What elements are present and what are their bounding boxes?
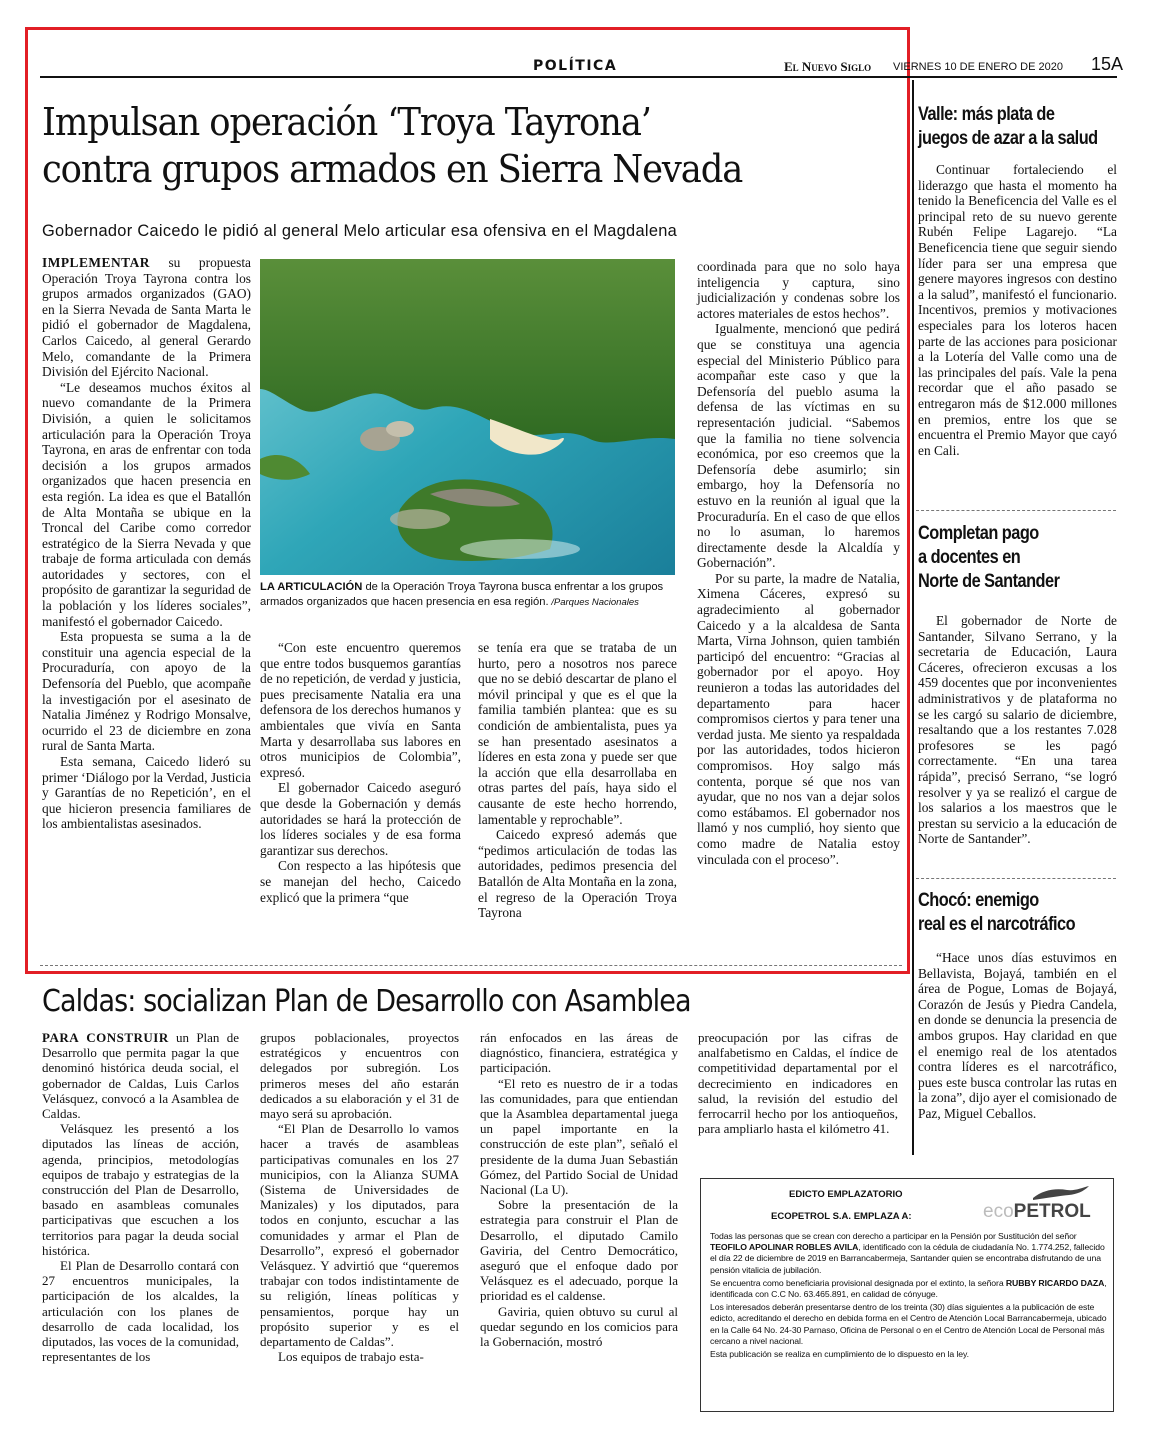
paragraph: un Plan de Desarrollo que permita pagar la que denominó histórica deuda social, el gobernador de Caldas, Luis Carlos Velásquez, convocó a la Asamblea de Caldas. (42, 1030, 239, 1122)
photo-credit: /Parques Nacionales (548, 596, 639, 608)
main-headline (42, 99, 846, 193)
main-col-3 (478, 640, 677, 921)
paragraph: Por su parte, la madre de Natalia, Ximena Cáceres, expresó su agradecimiento al gobernador Caicedo y a la alcaldesa de Santa Marta, Virna Johnson, quien también participó del encuentro: “Gracias al gobernador por el apoyo. Hoy reunieron a todas las autoridades del departamento para hacer compromisos ciertos y para tener una verdad justa. Me siento ya respaldada por las autoridades, todos hicieron compromisos. Hoy salgo más contenta, porque sé que nos van ayudar, que no nos van a dejar solos como estábamos. El gobernador nos llamó y nos cumplió, hoy siento que como madre de Natalia estoy vinculada con el proceso”. (697, 570, 900, 867)
headline-line: juegos de azar a la salud (918, 128, 1098, 149)
main-col-4 (697, 259, 900, 867)
paragraph: El gobernador de Norte de Santander, Silvano Serrano, y la secretaria de Educación, Laura Cáceres, ofrecieron excusas a los 459 docentes que por inconvenientes administrativos y de plataforma no se les cargó su salario de diciembre, resaltando que a los restantes 7.028 profesores se les pagó correctamente. “En una tarea rápida”, precisó Serrano, “se logró resolver y ya se realizó el cargue de los salarios a los maestros que le prestan su servicio a la educación de Norte de Santander”. (918, 613, 1117, 847)
edicto-ad (700, 1178, 1114, 1412)
caldas-col-3 (480, 1030, 678, 1349)
sidebar-body-3 (918, 950, 1117, 1122)
paper-name: El Nuevo Siglo (784, 59, 872, 74)
paragraph: rán enfocados en las áreas de diagnóstico, financiera, estratégica y participación. (480, 1030, 678, 1076)
paragraph: Esta semana, Caicedo lideró su primer ‘Diálogo por la Verdad, Justicia y Garantías de no Repetición’, en el que hicieron presencia familiares de los ambientalistas asesinados. (42, 754, 251, 832)
headline-line: a docentes en (918, 547, 1021, 568)
ad-text: , identificado con la cédula de ciudadanía No. 1.774.252, fallecido el día 22 de diciembre de 2019 en Barrancabermeja, Santander quien se encontraba disfrutando de una pensión vitalicia de jubilación. (710, 1242, 1105, 1275)
ad-text: Se encuentra como beneficiaria provisional designada por el extinto, la señora (710, 1277, 1006, 1288)
paragraph: “El reto es nuestro de ir a todas las comunidades, para que entiendan que la Asamblea departamental juega un papel importante en la construcción de este plan”, señaló el presidente de la duma Juan Sebastián Gómez, del Partido Social de Unidad Nacional (La U). (480, 1075, 678, 1198)
paragraph: Caicedo expresó además que “pedimos articulación de todas las autoridades, pedimos presencia del Batallón de Alta Montaña en la zona, el regreso de la Operación Troya Tayrona (478, 827, 677, 921)
paragraph: “El Plan de Desarrollo lo vamos hacer a través de asambleas participativas comunales en los 27 municipios, con la Alianza SUMA (Sistema de Universidades de Manizales) y los diputados, para todos en conjunto, escuchar a las comunidades y armar el Plan de Desarrollo”, expresó el gobernador Velásquez. Y advirtió que “queremos trabajar con todos indistintamente de su religión, líneas políticas y pensamientos, porque hay un propósito superior y es el departamento de Caldas”. (260, 1121, 459, 1350)
paragraph: El gobernador Caicedo aseguró que desde la Gobernación y demás autoridades se hará la protección de los líderes sociales y de esa forma garantizar sus derechos. (260, 780, 461, 858)
ad-paragraph: Los interesados deberán presentarse dentro de los treinta (30) días siguientes a la publicación de este edicto, acreditando el derecho en debida forma en el Centro de Atención Local Barrancabermeja, ubicado en la Calle 64 No. 24-30 Parnaso, Oficina de Personal o en el Centro de Atención Local de Personal más cercano a nivel nacional. (710, 1302, 1107, 1346)
paragraph: Continuar fortaleciendo el liderazgo que hasta el momento ha tenido la Beneficencia del Valle es el principal reto de su nuevo gerente Rubén Felipe Lagarejo. “La Beneficencia tiene que seguir siendo líder para ser una empresa que genere mayores ingresos con destino a la salud”, manifestó el funcionario. Incentivos, premios y motivaciones especiales para los loteros hacen parte de las acciones para posicionar a la Lotería del Valle como una de las principales del país. Vale la pena recordar que el año pasado se entregaron más de $12.000 millones en premios, entre los que se encuentra el Premio Mayor que cayó en Cali. (918, 162, 1117, 458)
caption-lead: LA ARTICULACIÓN (260, 581, 363, 593)
sidebar-rule (912, 80, 914, 1155)
ad-text: , identificada con C.C No. 63.465.891, en calidad de cónyuge. (710, 1277, 1107, 1300)
logo-text-light: eco (983, 1201, 1014, 1222)
ad-paragraph: Esta publicación se realiza en cumplimiento de lo dispuesto en la ley. (710, 1349, 969, 1360)
paragraph: “Hace unos días estuvimos en Bellavista, Bojayá, también en el área de Pogue, Lomas de Bojayá, Corazón de Jesús y Piedra Candela, en donde se denuncia la presencia de ambos grupos. Hay claridad en que el enemigo real de los atentados contra líderes es el narcotráfico, pues este busca controlar las rutas en la zona”, dijo ayer el comisionado de Paz, Miguel Ceballos. (918, 950, 1117, 1121)
paragraph: Los equipos de trabajo esta- (278, 1349, 424, 1365)
iguana-logo-icon (1031, 1184, 1091, 1202)
main-subheadline: Gobernador Caicedo le pidió al general Melo articular esa ofensiva en el Magdalena (42, 222, 678, 240)
caldas-col-2 (260, 1030, 459, 1364)
caldas-col-4 (698, 1030, 898, 1136)
sidebar-headline-2 (918, 522, 1059, 594)
ad-paragraph (710, 1231, 1107, 1276)
paragraph: Con respecto a las hipótesis que se manejan del hecho, Caicedo explicó que la primera “que (260, 858, 461, 905)
paragraph: Gaviria, quien obtuvo su curul al quedar segundo en los comicios para la Gobernación, mostró (480, 1303, 678, 1350)
ad-paragraph (710, 1278, 1107, 1300)
paragraph: preocupación por las cifras de analfabetismo en Caldas, el índice de competitividad departamental por el decrecimiento en indicadores en salud, la revisión del estudio del ferrocarril hecho por los antioqueños, para ampliarlo hasta el kilómetro 41. (698, 1030, 898, 1137)
page-number: 15A (1091, 54, 1124, 74)
article-divider (40, 965, 902, 966)
tayrona-aerial-photo (260, 259, 675, 575)
lead-word: PARA CONSTRUIR (42, 1030, 169, 1045)
sidebar-body-2 (918, 613, 1117, 847)
main-col-1 (42, 255, 251, 832)
caldas-col-1 (42, 1030, 239, 1364)
paragraph: Igualmente, mencionó que pedirá que se constituya una agencia especial del Ministerio Público para acompañar este caso y que la Defensoría del pueblo asuma la defensa de las víctimas en su representación judicial. “Sabemos que la familia no tiene solvencia económica, por eso creemos que la Defensoría debe asumirlo; sin embargo, hoy la Defensoría no estuvo en la reunión al igual que la Procuraduría. En el caso de que ellos no lo asuman, lo haremos directamente desde la Alcaldía y Gobernación”. (697, 321, 900, 571)
headline-line: Completan pago (918, 523, 1039, 544)
ad-subtitle: ECOPETROL S.A. EMPLAZA A: (771, 1211, 912, 1222)
paragraph: grupos poblacionales, proyectos estratégicos y encuentros con delegados por subregión. Los primeros meses del año estarán dedicados a su elaboración y el 31 de mayo será su aprobación. (260, 1030, 459, 1122)
headline-line: Chocó: enemigo (918, 890, 1039, 911)
photo-caption (260, 580, 675, 610)
logo-text-bold: PETROL (1013, 1201, 1091, 1222)
sidebar-headline-3 (918, 889, 1075, 937)
main-headline-line2: contra grupos armados en Sierra Nevada (42, 147, 743, 191)
caption-text: de la Operación Troya Tayrona busca enfrentar a los grupos armados organizados que hacen presencia en esa región. (260, 581, 664, 608)
headline-line: real es el narcotráfico (918, 914, 1076, 935)
ad-name-bold: RUBBY RICARDO DAZA (1005, 1277, 1105, 1288)
headline-line: Norte de Santander (918, 571, 1060, 592)
paragraph: Velásquez les presentó a los diputados las líneas de acción, agenda, principios, metodologías equipos de trabajo y estrategias de la construcción del Plan de Desarrollo, basado en asambleas comunales participativas que escuchen a los territorios para pagar la deuda social histórica. (42, 1121, 239, 1258)
ecopetrol-logo (983, 1201, 1091, 1223)
paragraph: Esta propuesta se suma a la de constituir una agencia especial de la Procuraduría, con apoyo de la Defensoría del Pueblo, que acompañe la investigación por el asesinato de Natalia Jiménez y Rodrigo Monsalve, ocurrido el 23 de diciembre en zona rural de Santa Marta. (42, 629, 251, 754)
issue-date: VIERNES 10 DE ENERO DE 2020 (893, 61, 1063, 73)
ad-name-bold: TEOFILO APOLINAR ROBLES AVILA (710, 1242, 859, 1253)
ad-text: Todas las personas que se crean con derecho a participar en la Pensión por Sustitución del señor (710, 1231, 1077, 1241)
ad-body (710, 1231, 1107, 1360)
headline-line: Valle: más plata de (918, 104, 1055, 125)
paragraph: “Le deseamos muchos éxitos al nuevo comandante de la Primera División, a quien le solicitamos articulación para la Operación Troya Tayrona, en aras de enfrentar con toda decisión a los grupos armados organizados que hacen presencia en esta región. La idea es que el Batallón de Alta Montaña se ubique en la Troncal del Caribe como corredor estratégico de la Sierra Nevada y que trabaje de forma articulada con demás autoridades y sectores, con el propósito de garantizar la seguridad de la población y los líderes sociales”, manifestó el gobernador Caicedo. (42, 379, 251, 629)
paragraph: El Plan de Desarrollo contará con 27 encuentros municipales, la participación de los alcaldes, la articulación con los planes de desarrollo de cada localidad, los diputados, las voces de la comunidad, representantes de los (42, 1258, 239, 1365)
header-rule (40, 76, 1117, 78)
sidebar-body-1 (918, 162, 1117, 458)
iguana-icon (1031, 1184, 1091, 1202)
sidebar-divider (916, 878, 1116, 879)
paragraph: coordinada para que no solo haya inteligencia y captura, sino judicialización y condenas sobre los actores materiales de estos hechos”. (697, 259, 900, 321)
main-headline-line1: Impulsan operación ‘Troya Tayrona’ (42, 100, 651, 144)
main-col-2 (260, 640, 461, 905)
paragraph: su propuesta Operación Troya Tayrona contra los grupos armados organizados (GAO) en la Sierra Nevada de Santa Marta le pidió el gobernador de Magdalena, Carlos Caicedo, al general Gerardo Melo, comandante de la Primera División del Ejército Nacional. (42, 255, 251, 380)
caldas-headline: Caldas: socializan Plan de Desarrollo con Asamblea (42, 984, 691, 1019)
article-photo (260, 259, 675, 575)
sidebar-divider (916, 510, 1116, 511)
paragraph: “Con este encuentro queremos que entre todos busquemos garantías de no repetición, de verdad y justicia, pues precisamente Natalia era una defensora de los derechos humanos y ambientales que vivía en Santa Marta y desarrollaba sus labores en otros municipios de Colombia”, expresó. (260, 640, 461, 780)
lead-word: IMPLEMENTAR (42, 255, 150, 270)
paragraph: se tenía era que se trataba de un hurto, pero a nosotros nos parece que no se debió descartar de plano el móvil principal y que es el que la familia también plantea: que es su condición de ambientalista, pues ya se han presentado asesinatos a líderes en esta zona y puede ser que la acción que ella desarrollaba en otras partes del país, haya sido el causante de este hecho horrendo, lamentable y reprochable”. (478, 640, 677, 827)
ad-title: EDICTO EMPLAZATORIO (789, 1189, 903, 1200)
sidebar-headline-1 (918, 103, 1098, 151)
paragraph: Sobre la presentación de la estrategia para construir el Plan de Desarrollo, el diputado Camilo Gaviria, del Centro Democrático, aseguró que el enfoque dado por Velásquez es el adecuado, porque la prioridad es el caldense. (480, 1197, 678, 1304)
section-label: POLÍTICA (533, 58, 618, 74)
